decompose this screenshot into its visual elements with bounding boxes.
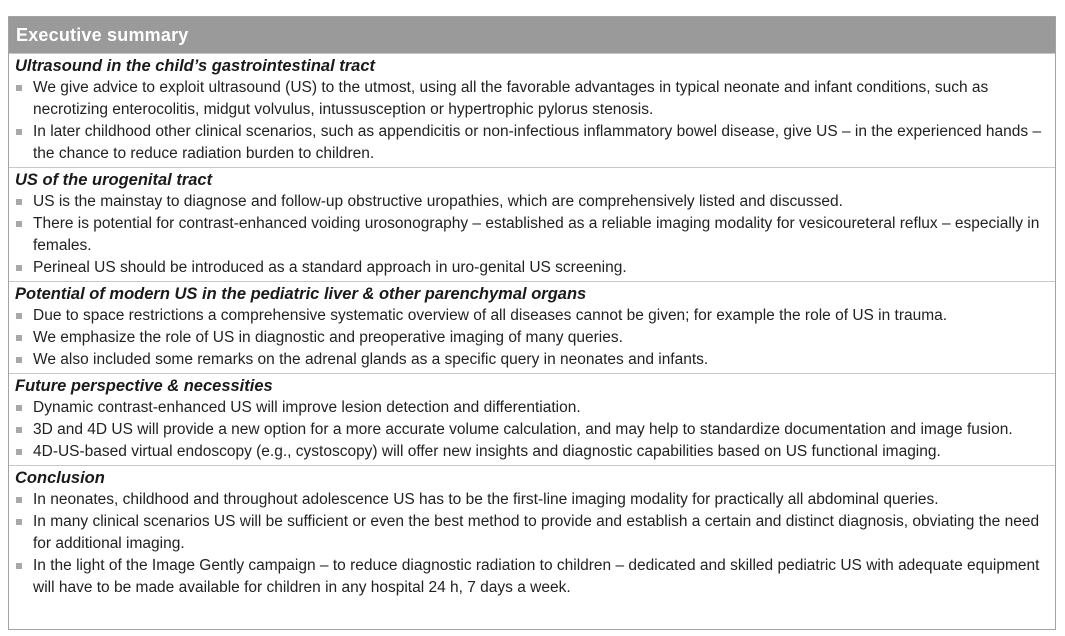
bullet-item xyxy=(15,489,1049,511)
summary-section xyxy=(9,373,1055,465)
summary-section xyxy=(9,53,1055,167)
bullet-item xyxy=(15,305,1049,327)
bullet-text: Dynamic contrast-enhanced US will improve lesion detection and differentiation. xyxy=(33,399,581,416)
bullet-list xyxy=(15,489,1049,599)
square-bullet-icon xyxy=(16,427,22,433)
summary-header xyxy=(9,17,1055,53)
section-title: Ultrasound in the child’s gastrointestinal tract xyxy=(15,57,376,75)
bullet-item xyxy=(15,213,1049,257)
bullet-text: In neonates, childhood and throughout adolescence US has to be the first-line imaging modality for practically all abdominal queries. xyxy=(33,491,939,508)
bullet-item xyxy=(15,555,1049,599)
square-bullet-icon xyxy=(16,357,22,363)
summary-section xyxy=(9,281,1055,373)
bullet-text: There is potential for contrast-enhanced voiding urosonography – established as a reliable imaging modality for vesicoureteral reflux – especially in females. xyxy=(33,215,1040,254)
square-bullet-icon xyxy=(16,265,22,271)
bullet-text: We emphasize the role of US in diagnostic and preoperative imaging of many queries. xyxy=(33,329,623,346)
bullet-item xyxy=(15,511,1049,555)
bullet-item xyxy=(15,257,1049,279)
summary-section xyxy=(9,465,1055,601)
section-title: Potential of modern US in the pediatric liver & other parenchymal organs xyxy=(15,285,587,303)
bullet-text: We also included some remarks on the adrenal glands as a specific query in neonates and infants. xyxy=(33,351,709,368)
bullet-list xyxy=(15,305,1049,371)
square-bullet-icon xyxy=(16,221,22,227)
bullet-text: In later childhood other clinical scenarios, such as appendicitis or non-infectious inflammatory bowel disease, give US – in the experienced hands – the chance to reduce radiation burden to children. xyxy=(33,123,1042,162)
bullet-item xyxy=(15,121,1049,165)
bullet-item xyxy=(15,419,1049,441)
section-title: Future perspective & necessities xyxy=(15,377,273,395)
square-bullet-icon xyxy=(16,497,22,503)
bullet-list xyxy=(15,397,1049,463)
bullet-item xyxy=(15,77,1049,121)
bullet-item xyxy=(15,327,1049,349)
bullet-text: 4D-US-based virtual endoscopy (e.g., cystoscopy) will offer new insights and diagnostic capabilities based on US functional imaging. xyxy=(33,443,941,460)
square-bullet-icon xyxy=(16,129,22,135)
square-bullet-icon xyxy=(16,563,22,569)
bullet-text: Perineal US should be introduced as a standard approach in uro-genital US screening. xyxy=(33,259,627,276)
square-bullet-icon xyxy=(16,335,22,341)
bullet-text: In the light of the Image Gently campaign – to reduce diagnostic radiation to children – dedicated and skilled pediatric US with adequate equipment will have to be made available for children in any hospital 24 h, 7 days a week. xyxy=(33,557,1040,596)
square-bullet-icon xyxy=(16,519,22,525)
bullet-item xyxy=(15,349,1049,371)
square-bullet-icon xyxy=(16,313,22,319)
square-bullet-icon xyxy=(16,85,22,91)
summary-title: Executive summary xyxy=(16,24,189,45)
bullet-item xyxy=(15,397,1049,419)
summary-section xyxy=(9,167,1055,281)
square-bullet-icon xyxy=(16,405,22,411)
section-title: Conclusion xyxy=(15,469,105,487)
bullet-item xyxy=(15,441,1049,463)
square-bullet-icon xyxy=(16,199,22,205)
bullet-text: 3D and 4D US will provide a new option for a more accurate volume calculation, and may help to standardize documentation and image fusion. xyxy=(33,421,1013,438)
bullet-text: In many clinical scenarios US will be sufficient or even the best method to provide and establish a certain and distinct diagnosis, obviating the need for additional imaging. xyxy=(33,513,1040,552)
bullet-text: We give advice to exploit ultrasound (US) to the utmost, using all the favorable advantages in typical neonate and infant conditions, such as necrotizing enterocolitis, midgut volvulus, intussusception or hypertrophic pylorus stenosis. xyxy=(33,79,989,118)
bullet-text: US is the mainstay to diagnose and follow-up obstructive uropathies, which are comprehensively listed and discussed. xyxy=(33,193,843,210)
bullet-text: Due to space restrictions a comprehensive systematic overview of all diseases cannot be given; for example the role of US in trauma. xyxy=(33,307,948,324)
section-title: US of the urogenital tract xyxy=(15,171,213,189)
bullet-list xyxy=(15,77,1049,165)
bullet-list xyxy=(15,191,1049,279)
square-bullet-icon xyxy=(16,449,22,455)
executive-summary-box xyxy=(8,16,1056,630)
bullet-item xyxy=(15,191,1049,213)
